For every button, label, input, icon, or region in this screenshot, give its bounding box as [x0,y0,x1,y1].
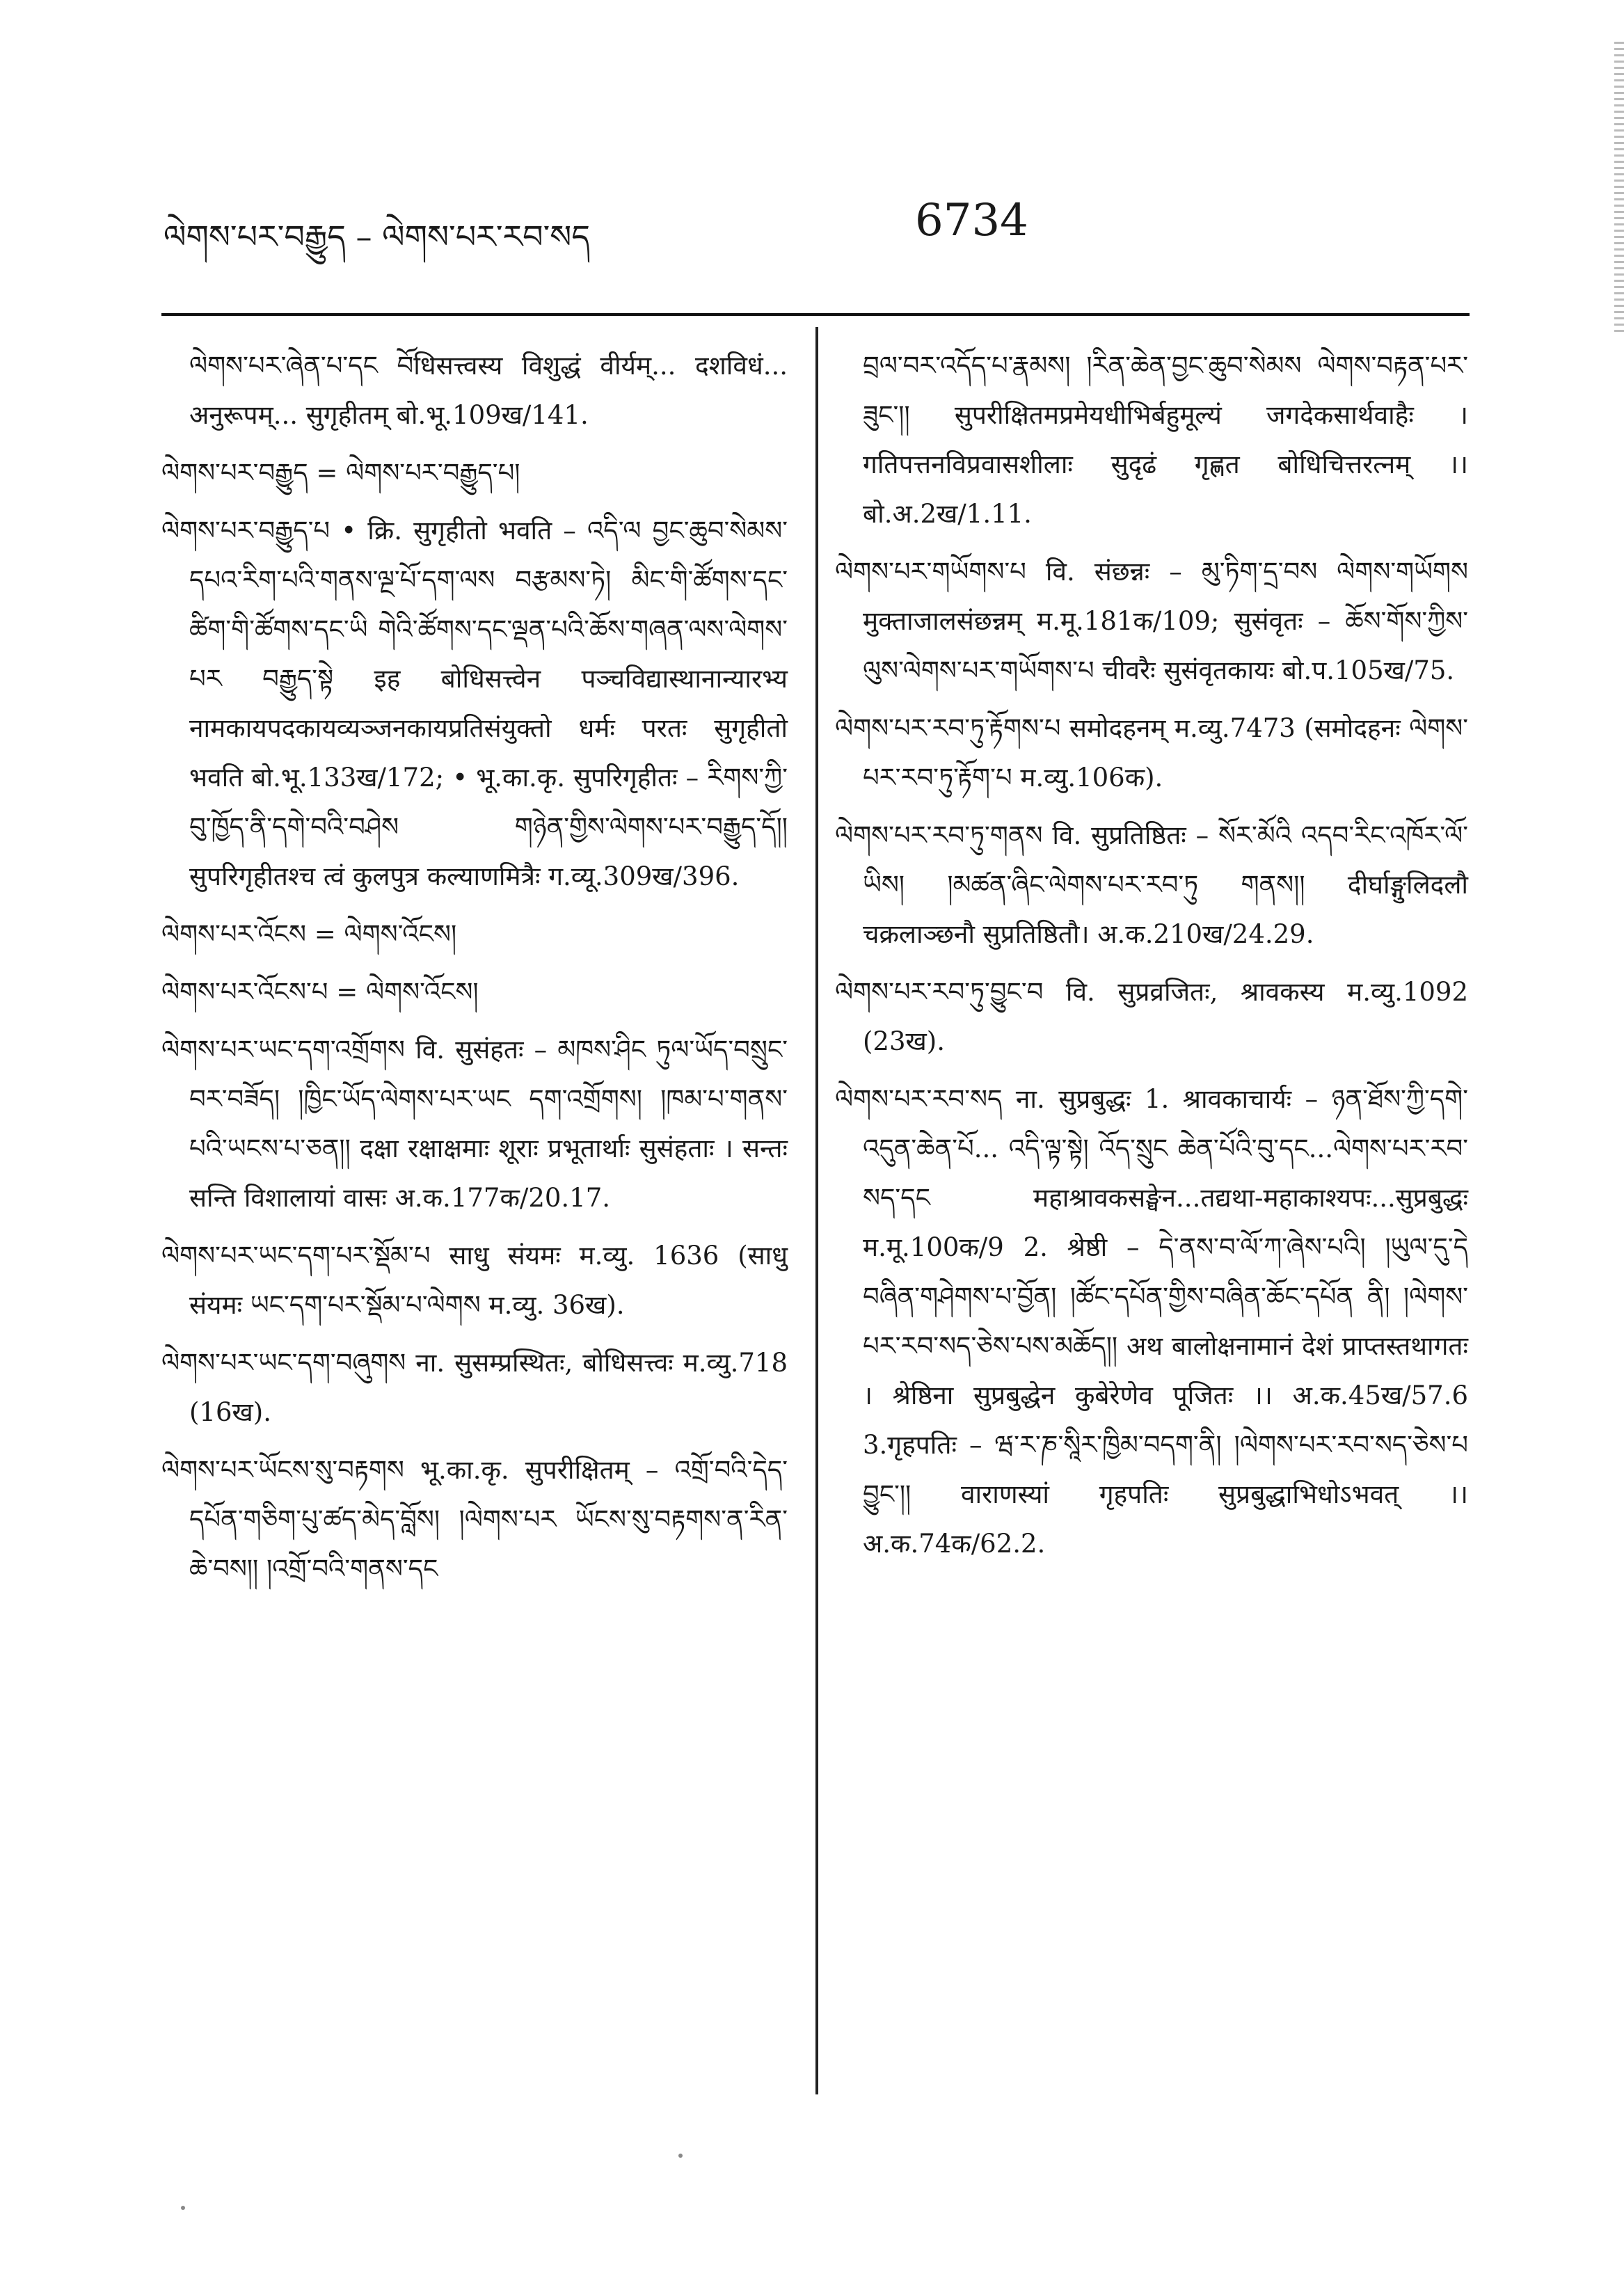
left-column [161,341,788,1602]
dictionary-entry: ལེགས་པར་ཡང་དག་འགྲོགས वि. सुसंहतः – མཁས་ཤིང ཏུལ་ཡོད་བསྲུང་བར་བཟོད། །ཁྱིང་ཡོད་ལེགས་པར་ཡང དག་འགྲོགས། །ཁམ་པ་གནས་པའི་ཡངས་པ་ཅན།། दक्षा रक्षाक्षमाः शूराः प्रभूतार्थाः सुसंहताः । सन्तः सन्ति विशालायां वासः अ.क.177क/20.17. [161,1035,788,1213]
dictionary-entry: ལེགས་པར་རབ་སད ना. सुप्रबुद्धः 1. श्रावकाचार्यः – ཉན་ཐོས་ཀྱི་དགེ་འདུན་ཆེན་པོ... འདི་ལྟ་སྟེ། འོད་སྲུང ཆེན་པོའི་བུ་དང...ལེགས་པར་རབ་སད་དང महाश्रावकसङ्घेन...तद्यथा-महाकाश्यपः...सुप्रबुद्धः म.मू.100क/9 2. श्रेष्ठी – དེ་ནས་བ་ལོ་ཀ་ཞེས་པའི། །ཡུལ་དུ་དེ བཞིན་གཤེགས་པ་བྱོན། །ཚོང་དཔོན་གྱིས་བཞིན་ཆོང་དཔོན ནི། །ལེགས་པར་རབ་སད་ཅེས་པས་མཆོད།། अथ बालोक्षनामानं देशं प्राप्तस्तथागतः । श्रेष्ठिना सुप्रबुद्धेन कुबेरेणेव पूजितः ।। अ.क.45ख/57.6 3.गृहपतिः – ཝ་ར་ཎ་སཱིར་ཁྱིམ་བདག་ནི། །ལེགས་པར་རབ་སད་ཅེས་པ བྱུང་།། वाराणस्यां गृहपतिः सुप्रबुद्धाभिधोऽभवत् ।। अ.क.74क/62.2. [835,1084,1468,1559]
page-header [164,195,1465,257]
dictionary-entry: ལེགས་པར་རབ་ཏུ་གནས वि. सुप्रतिष्ठितः – སོར་མོའི འདབ་རིང་འཁོར་ལོ་ཡིས། །མཚན་ཞིང་ལེགས་པར་རབ་ཏུ གནས།། दीर्घाङ्गुलिदलौ चक्रलाञ्छनौ सुप्रतिष्ठितौ। अ.क.210ख/24.29. [835,820,1468,949]
scan-speck [678,2154,683,2158]
header-rule [161,313,1470,316]
scan-speck [181,2206,185,2210]
dictionary-entry: ལེགས་པར་བརྒྱུད་པ • क्रि. सुगृहीतो भवति – འདི་ལ བྱང་ཆུབ་སེམས་དཔའ་རིག་པའི་གནས་ལྔ་པོ་དག་ལས བརྩམས་ཏེ། མིང་གི་ཚོགས་དང་ཚིག་གི་ཚོགས་དང་ཡི གེའི་ཚོགས་དང་ལྡན་པའི་ཆོས་གཞན་ལས་ལེགས་པར བརྒྱུད་སྟེ इह बोधिसत्त्वेन पञ्चविद्यास्थानान्यारभ्य नामकायपदकायव्यञ्जनकायप्रतिसंयुक्तो धर्मः परतः सुगृहीतो भवति बो.भू.133ख/172; • भू.का.कृ. सुपरिगृहीतः – རིགས་ཀྱི་བུ་ཁྱོད་ནི་དགེ་བའི་བཤེས གཉེན་གྱིས་ལེགས་པར་བརྒྱུད་དོ།། सुपरिगृहीतश्च त्वं कुलपुत्र कल्याणमित्रैः ग.व्यू.309ख/396. [161,516,788,891]
right-column [835,341,1468,1577]
dictionary-entry: ལེགས་པར་གཡོགས་པ वि. संछन्नः – མུ་ཏིག་དྲ་བས ལེགས་གཡོགས मुक्ताजालसंछन्नम् म.मू.181क/109; सुसंवृतः – ཆོས་གོས་ཀྱིས་ལུས་ལེགས་པར་གཡོགས་པ चीवरैः सुसंवृतकायः बो.प.105ख/75. [835,557,1468,685]
dictionary-entry: ལེགས་པར་འོངས་པ = ལེགས་འོངས། [161,977,479,1007]
dictionary-entry: ལེགས་པར་ཞེན་པ་དང བོधिसत्त्वस्य विशुद्धं वीर्यम्... दशविधं... अनुरूपम्... सुगृहीतम् बो.भू.109ख/141. [189,351,788,430]
dictionary-entry: ལེགས་པར་རབ་ཏུ་རྟོགས་པ समोदहनम् म.व्यु.7473 (समोदहनः ལེགས་པར་རབ་ཏུ་རྟོག་པ म.व्यु.106क). [835,713,1468,793]
dictionary-entry: བྲལ་བར་འདོད་པ་རྣམས། །རིན་ཆེན་བྱང་ཆུབ་སེམས ལེགས་བརྟན་པར་ཟུང་།། सुपरीक्षितमप्रमेयधीभिर्बहुमूल्यं जगदेकसार्थवाहैः । गतिपत्तनविप्रवासशीलाः सुदृढं गृह्णत बोधिचित्तरत्नम् ।। बो.अ.2ख/1.11. [863,351,1468,529]
running-head: ལེགས་པར་བརྒྱུད – ལེགས་པར་རབ་སད [164,218,590,255]
dictionary-entry: ལེགས་པར་ཡང་དག་པར་སྡོམ་པ साधु संयमः म.व्यु. 1636 (साधु संयमः ཡང་དག་པར་སྡོམ་པ་ལེགས म.व्यु. 36ख). [161,1241,788,1320]
dictionary-entry: ལེགས་པར་བརྒྱུད = ལེགས་པར་བརྒྱུད་པ། [161,458,520,488]
dictionary-entry: ལེགས་པར་ཡོངས་སུ་བརྟགས भू.का.कृ. सुपरीक्षितम् – འགྲོ་བའི་དེད་དཔོན་གཅིག་པུ་ཚད་མེད་བློས། །ལེགས་པར ཡོངས་སུ་བརྟགས་ན་རིན་ཆེ་བས།། །འགྲོ་བའི་གནས་དང [161,1455,788,1584]
dictionary-entry: ལེགས་པར་ཡང་དག་བཞུགས ना. सुसम्प्रस्थितः, बोधिसत्त्वः म.व्यु.718 (16ख). [161,1348,788,1427]
scan-margin-artifact [1614,42,1624,334]
column-divider [815,327,818,2094]
dictionary-entry: ལེགས་པར་རབ་ཏུ་བྱུང་བ वि. सुप्रव्रजितः, श्रावकस्य म.व्यु.1092 (23ख). [835,977,1468,1056]
dictionary-entry: ལེགས་པར་འོངས = ལེགས་འོངས། [161,919,457,949]
page-number: 6734 [915,195,1028,246]
